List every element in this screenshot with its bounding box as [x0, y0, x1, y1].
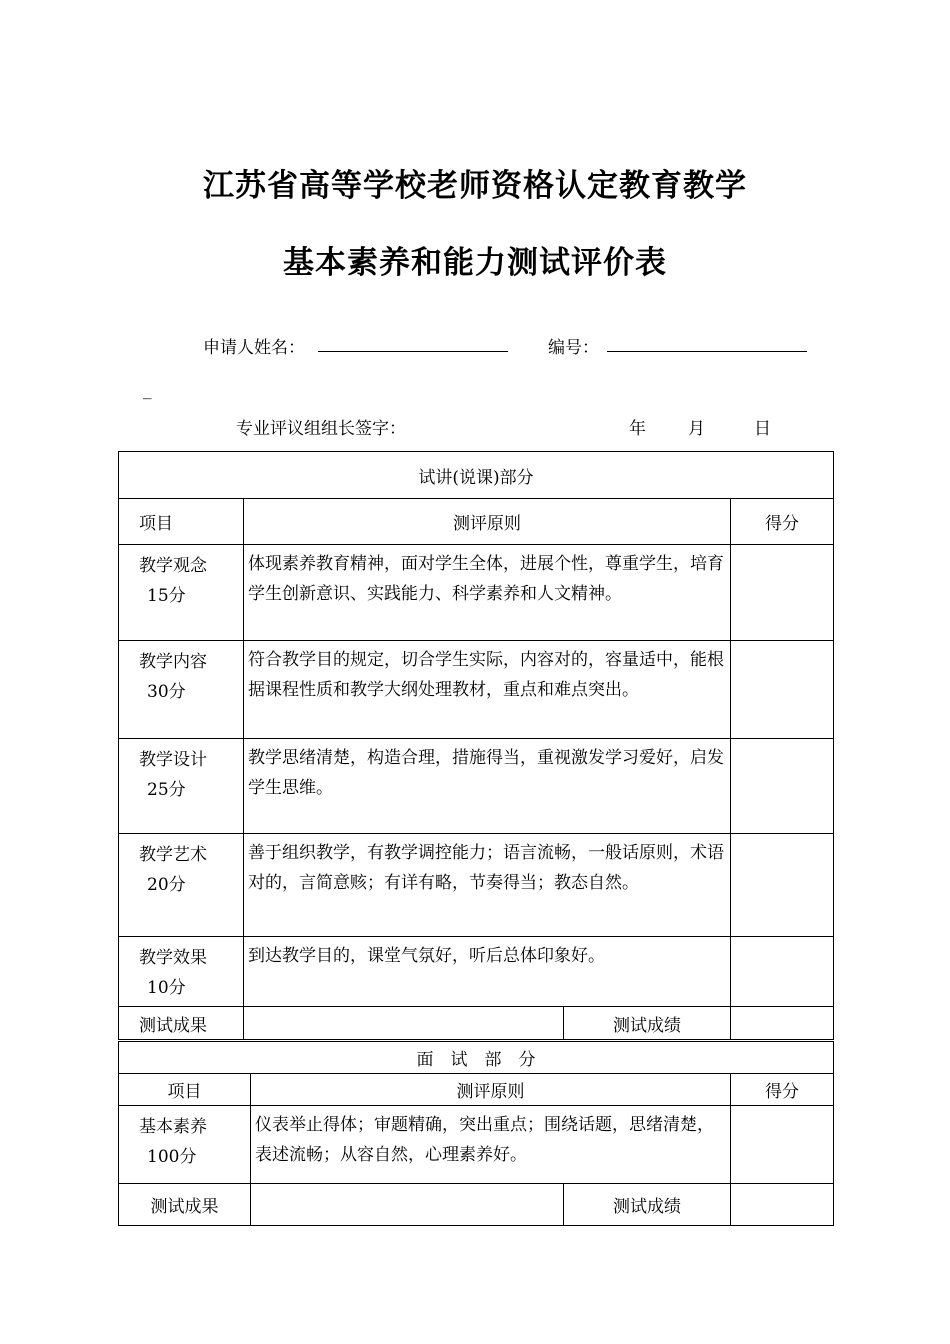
row-points: 10分	[147, 978, 186, 998]
row-criteria: 体现素养教育精神，面对学生全体，进展个性，尊重学生，培育学生创新意识、实践能力、科学素养和人文精神。	[244, 545, 731, 641]
row-score-cell[interactable]	[731, 545, 834, 641]
row-score-cell[interactable]	[731, 937, 834, 1007]
stray-mark: _	[143, 380, 152, 400]
applicant-name-label: 申请人姓名：	[203, 338, 305, 358]
interview-col-criteria: 测评原则	[251, 1074, 731, 1106]
row-score-cell[interactable]	[731, 1106, 834, 1184]
row-item-label: 基本素养	[139, 1117, 207, 1137]
lecture-result-field[interactable]	[244, 1007, 564, 1040]
title-line-2: 基本素养和能力测试评价表	[283, 245, 667, 281]
day-label: 日	[754, 419, 771, 439]
row-item-cell	[119, 834, 244, 937]
row-criteria: 教学思绪清楚，构造合理，措施得当，重视激发学习爱好，启发学生思维。	[244, 739, 731, 834]
table-row	[119, 739, 834, 834]
table-row	[119, 545, 834, 641]
lecture-grade-label: 测试成绩	[564, 1007, 731, 1040]
year-label: 年	[629, 419, 646, 439]
row-item-label: 教学艺术	[139, 845, 207, 865]
applicant-name-line	[318, 351, 508, 352]
row-item-label: 教学内容	[139, 652, 207, 672]
lecture-col-score: 得分	[731, 499, 834, 545]
interview-grade-field[interactable]	[731, 1184, 834, 1226]
row-score-cell[interactable]	[731, 641, 834, 739]
title-line-1: 江苏省高等学校老师资格认定教育教学	[203, 168, 747, 204]
number-line	[607, 351, 807, 352]
row-points: 25分	[147, 780, 186, 800]
lecture-col-item: 项目	[119, 499, 244, 545]
interview-col-item: 项目	[119, 1074, 251, 1106]
row-item-cell	[119, 641, 244, 739]
row-points: 30分	[147, 682, 186, 702]
row-points: 100分	[147, 1147, 197, 1167]
interview-result-field[interactable]	[251, 1184, 564, 1226]
table-row	[119, 937, 834, 1007]
row-item-cell	[119, 739, 244, 834]
lecture-table	[118, 451, 834, 1040]
row-criteria: 仪表举止得体；审题精确，突出重点；围绕话题，思绪清楚，表述流畅；从容自然，心理素养好。	[251, 1106, 731, 1184]
lecture-result-label: 测试成果	[119, 1007, 244, 1040]
table-row	[119, 1106, 834, 1184]
lecture-grade-field[interactable]	[731, 1007, 834, 1040]
row-score-cell[interactable]	[731, 739, 834, 834]
lecture-col-criteria: 测评原则	[244, 499, 731, 545]
lecture-section-title: 试讲(说课)部分	[119, 452, 834, 499]
table-row	[119, 834, 834, 937]
row-criteria: 到达教学目的，课堂气氛好，听后总体印象好。	[244, 937, 731, 1007]
interview-grade-label: 测试成绩	[564, 1184, 731, 1226]
interview-col-score: 得分	[731, 1074, 834, 1106]
row-item-cell	[119, 1106, 251, 1184]
number-label: 编号：	[548, 338, 599, 358]
row-item-label: 教学效果	[139, 948, 207, 968]
row-item-label: 教学设计	[139, 750, 207, 770]
interview-result-label: 测试成果	[119, 1184, 251, 1226]
signer-label: 专业评议组组长签字：	[236, 419, 406, 439]
table-row	[119, 641, 834, 739]
interview-table	[118, 1041, 834, 1226]
row-score-cell[interactable]	[731, 834, 834, 937]
month-label: 月	[688, 419, 705, 439]
row-item-cell	[119, 545, 244, 641]
row-item-cell	[119, 937, 244, 1007]
interview-section-title: 面 试 部 分	[119, 1042, 834, 1074]
row-points: 15分	[147, 586, 186, 606]
row-criteria: 善于组织教学，有教学调控能力；语言流畅，一般话原则，术语对的，言简意赅；有详有略，节奏得当；教态自然。	[244, 834, 731, 937]
row-criteria: 符合教学目的规定，切合学生实际，内容对的，容量适中，能根据课程性质和教学大纲处理教材，重点和难点突出。	[244, 641, 731, 739]
row-points: 20分	[147, 875, 186, 895]
row-item-label: 教学观念	[139, 556, 207, 576]
